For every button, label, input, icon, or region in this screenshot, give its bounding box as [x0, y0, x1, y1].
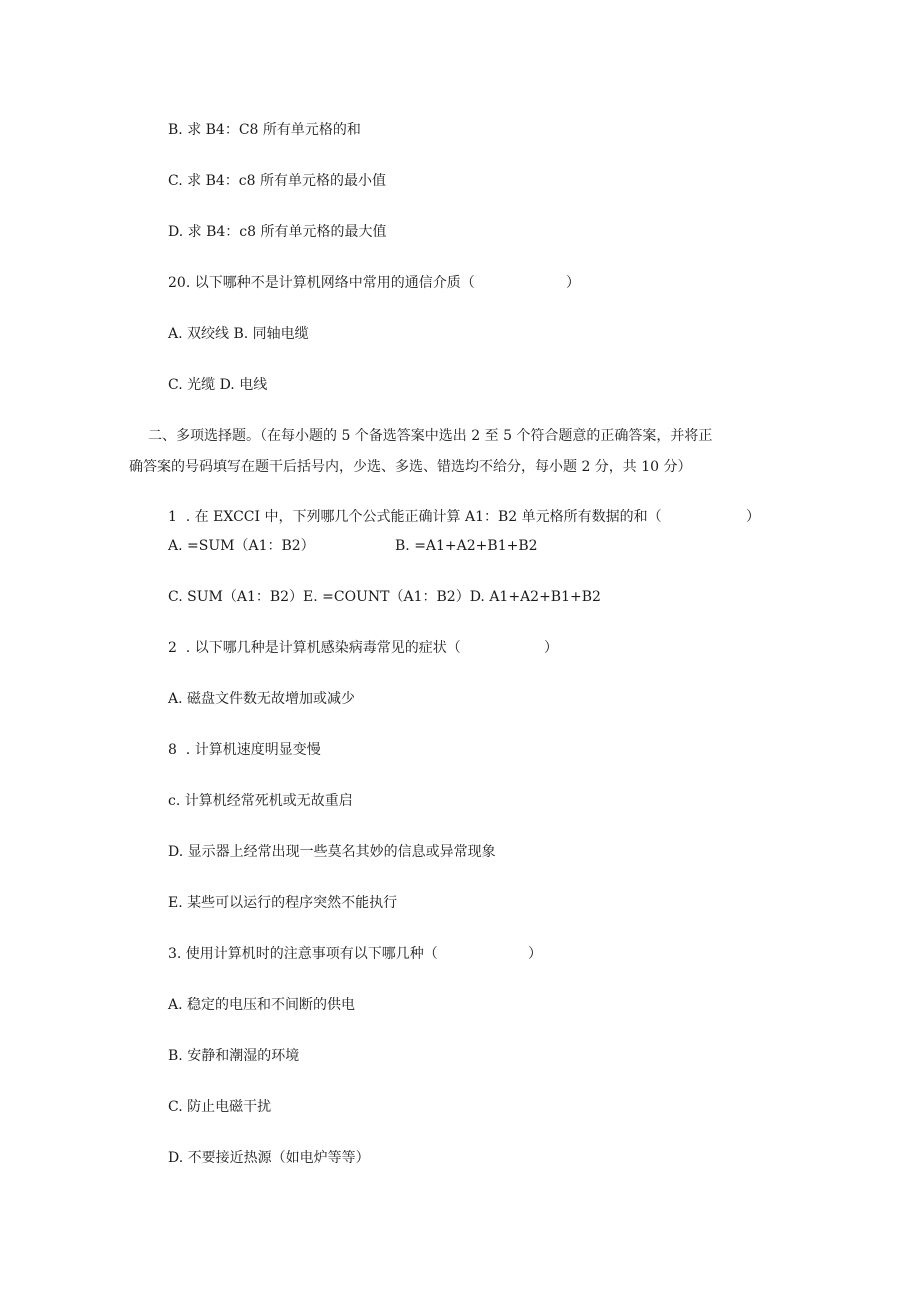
answer-bracket-close: ）: [566, 275, 580, 291]
option-line: B. =A1+A2+B1+B2: [395, 538, 538, 554]
option-line: 8 . 计算机速度明显变慢: [168, 742, 321, 758]
option-line: A. =SUM（A1：B2）: [168, 538, 315, 554]
option-line: B. 求 B4：C8 所有单元格的和: [168, 122, 361, 138]
answer-bracket-close: ）: [528, 946, 542, 962]
answer-bracket-close: ）: [746, 509, 760, 525]
option-line: C. 防止电磁干扰: [168, 1099, 272, 1115]
option-line: C. 求 B4：c8 所有单元格的最小值: [168, 173, 386, 189]
section-heading-continued: 确答案的号码填写在题干后括号内，少选、多选、错选均不给分，每小题 2 分，共 10 分）: [129, 459, 692, 475]
question-line: 1 . 在 EXCCI 中，下列哪几个公式能正确计算 A1：B2 单元格所有数据的和（: [168, 509, 662, 525]
question-line: 20. 以下哪种不是计算机网络中常用的通信介质（: [168, 275, 475, 291]
option-line: E. 某些可以运行的程序突然不能执行: [168, 895, 398, 911]
question-line: 2 . 以下哪几种是计算机感染病毒常见的症状（: [168, 640, 461, 656]
option-line: A. 稳定的电压和不间断的供电: [168, 997, 356, 1013]
option-line: A. 双绞线 B. 同轴电缆: [168, 326, 309, 342]
option-line: C. 光缆 D. 电线: [168, 377, 268, 393]
section-heading: 二、多项选择题。（在每小题的 5 个备选答案中选出 2 至 5 个符合题意的正确答案，并将正: [148, 428, 713, 444]
answer-bracket-close: ）: [544, 640, 558, 656]
option-line: D. 不要接近热源（如电炉等等）: [168, 1150, 370, 1166]
question-line: 3. 使用计算机时的注意事项有以下哪几种（: [168, 946, 438, 962]
option-line: A. 磁盘文件数无故增加或减少: [168, 691, 356, 707]
option-line: C. SUM（A1：B2）E. =COUNT（A1：B2）D. A1+A2+B1+B2: [168, 589, 601, 605]
option-line: D. 显示器上经常出现一些莫名其妙的信息或异常现象: [168, 844, 496, 860]
option-line: B. 安静和潮湿的环境: [168, 1048, 300, 1064]
option-line: c. 计算机经常死机或无故重启: [168, 793, 353, 809]
option-line: D. 求 B4：c8 所有单元格的最大值: [168, 224, 387, 240]
